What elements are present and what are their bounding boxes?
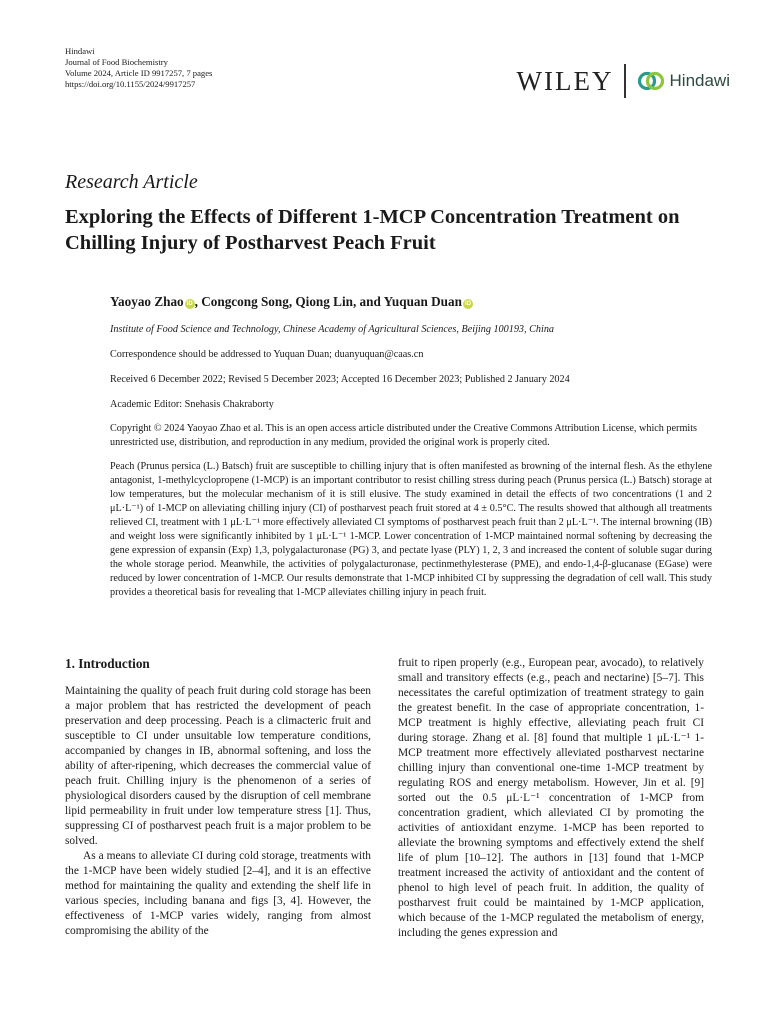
academic-editor: Academic Editor: Snehasis Chakraborty (110, 399, 274, 410)
paragraph: Maintaining the quality of peach fruit during cold storage has been a major problem that has restricted the development of peach preservation and deep processing. Peach is a climacteric fruit and susceptible to CI under unsuitable low temperature conditions, accompanied by changes in IB, abnormal softening, and loss the ability of after-ripening, which decreases the commercial value of peach fruit. Chilling injury is the phenomenon of a series of physiological disorders caused by the disruption of cell membrane lipid permeability in fruit under low temperature stress [1]. Thus, suppressing CI of postharvest peach fruit is a major problem to be solved. (65, 685, 371, 847)
doi-link[interactable]: https://doi.org/10.1155/2024/9917257 (65, 79, 196, 89)
publisher-name: Hindawi (65, 46, 95, 56)
wiley-logo: WILEY (516, 65, 614, 96)
orcid-icon[interactable]: iD (464, 301, 471, 307)
correspondence: Correspondence should be addressed to Yuquan Duan; duanyuquan@caas.cn (110, 349, 424, 360)
section-heading: 1. Introduction (65, 656, 150, 671)
author-others: , Congcong Song, Qiong Lin, and Yuquan Duan (194, 294, 462, 309)
journal-header (65, 46, 212, 90)
logo-divider (624, 64, 626, 98)
author-first: Yaoyao Zhao (110, 294, 184, 309)
publication-dates: Received 6 December 2022; Revised 5 December 2023; Accepted 16 December 2023; Published 2 January 2024 (110, 374, 570, 385)
hindawi-logo-text: Hindawi (669, 71, 730, 90)
copyright-notice: Copyright © 2024 Yaoyao Zhao et al. This is an open access article distributed under the Creative Commons Attribution License, which permits unrestricted use, distribution, and reproduction in any medium, provided the original work is properly cited. (110, 423, 697, 448)
article-type: Research Article (65, 171, 198, 193)
paragraph: fruit to ripen properly (e.g., European pear, avocado), to relatively small and transitory effects (e.g., peach and nectarine) [5–7]. This necessitates the careful optimization of treatment strategy to gain the greatest benefit. In the case of appropriate concentration, 1-MCP treatment is highly effective, alleviating peach fruit CI during storage. Zhang et al. [8] found that multiple 1 μL·L⁻¹ 1-MCP treatment more effectively alleviated postharvest nectarine chilling injury than conventional one-time 1-MCP treatment by regulating ROS and energy metabolism. However, Jin et al. [9] sorted out the 0.5 μL·L⁻¹ concentration of 1-MCP from concentration gradient, which alleviated CI by promoting the activities of antioxidant enzyme. 1-MCP has been reported to alleviate the browning symptoms and effectively extend the shelf life of plum [10–12]. The authors in [13] found that 1-MCP treatment increased the activity of antioxidant and the content of phenol to high level of peach fruit. In addition, the quality of postharvest fruit could be maintained by 1-MCP application, which because of the 1-MCP regulated the metabolism of energy, including the genes expression and (398, 657, 704, 939)
right-column (398, 656, 704, 941)
orcid-icon[interactable]: iD (186, 301, 193, 307)
affiliation: Institute of Food Science and Technology, Chinese Academy of Agricultural Sciences, Beijing 100193, China (110, 324, 555, 335)
abstract: Peach (Prunus persica (L.) Batsch) fruit are susceptible to chilling injury that is often manifested as browning of the internal flesh. As the ethylene antagonist, 1-methylcyclopropene (1-MCP) is an important contributor to resist chilling stress during peach (Prunus persica (L.) Batsch) storage at low temperatures, but the molecular mechanism of it is still elusive. The study examined in detail the effects of two concentrations (1 and 2 μL·L⁻¹) of 1-MCP on alleviating chilling injury (CI) of postharvest peach fruit stored at 4 ± 0.5°C. The results showed that although all treatments relieved CI, treatment with 1 μL·L⁻¹ more effectively alleviated CI symptoms of postharvest peach fruit than 2 μL·L⁻¹. The internal browning (IB) and weight loss were significantly inhibited by 1 μL·L⁻¹ 1-MCP. Lower concentration of 1-MCP maintained normal softening by decreasing the gene expression of expansin (Exp) 1,3, polygalacturonase (PG) 3, and pectate lyase (PLY) 1, 2, 3 and increased the content of soluble sugar during the whole storage period. Meanwhile, the activities of polygalacturonase, pectinmethylesterase (PME), and endo-1,4-β-glucanase (EGase) were reduced by lower concentration of 1-MCP. Our results demonstrate that 1-MCP inhibited CI by suppressing the degradation of cell wall. This study provides a theoretical basis for revealing that 1-MCP alleviates chilling injury in peach fruit. (110, 461, 712, 598)
hindawi-rings-icon (637, 69, 665, 93)
author-list (110, 294, 473, 310)
publisher-logo (517, 58, 730, 104)
journal-name: Journal of Food Biochemistry (65, 57, 168, 67)
left-column (65, 656, 371, 939)
paragraph: As a means to alleviate CI during cold storage, treatments with the 1-MCP have been widely studied [2–4], and it is an effective method for maintaining the quality and extending the shelf life in various species, including banana and figs [3, 4]. However, the effectiveness of 1-MCP varies widely, ranging from almost compromising the ability of the (65, 850, 371, 937)
volume-info: Volume 2024, Article ID 9917257, 7 pages (65, 68, 213, 78)
article-title: Exploring the Effects of Different 1-MCP Concentration Treatment on Chilling Injury of Postharvest Peach Fruit (65, 206, 680, 254)
